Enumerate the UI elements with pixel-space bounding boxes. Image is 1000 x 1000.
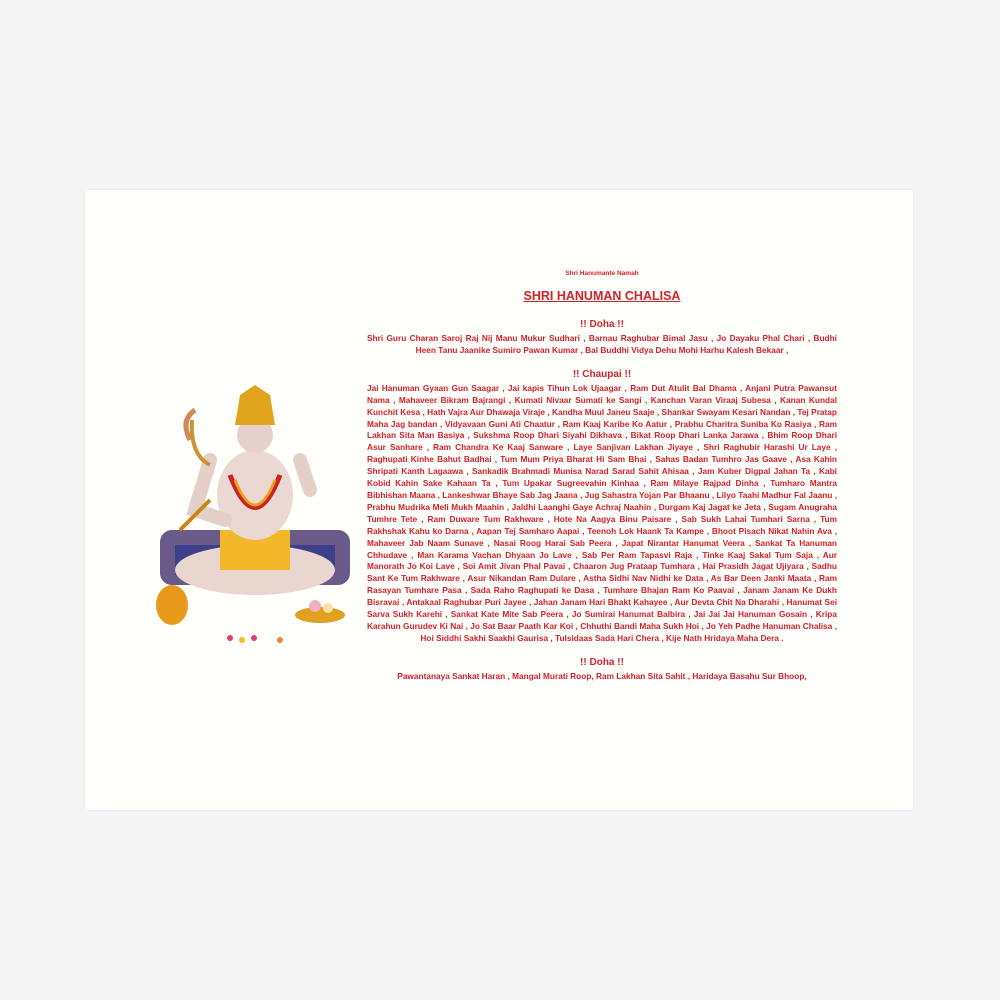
offering-plate <box>295 600 345 623</box>
section-heading-doha: !! Doha !! <box>580 319 624 330</box>
doha-closing-verse: Pawantanaya Sankat Haran , Mangal Murati Roop, Ram Lakhan Sita Sahit , Haridaya Basahu Sur Bhoop, <box>397 670 807 681</box>
figure <box>175 385 335 595</box>
chaupai-verse: Jai Hanuman Gyaan Gun Saagar , Jai kapis Tihun Lok Ujaagar , Ram Dut Atulit Bal Dhama , Anjani Putra Pawansut Nama , Mahaveer Bikram Bajrangi , Kumati Nivaar Sumati ke Sangi , Kanchan Varan Viraaj Subesa , Kanan Kundal Kunchit Kesa , Hath Vajra Aur Dhawaja Viraje , Kandha Muul Janeu Saaje , Shankar Swayam Kesari Nandan , Tej Pratap Maha Jag bandan , Vidyavaan Guni Ati Chaatur , Ram Kaaj Karibe Ko Aatur , Prabhu Charitra Suniba Ko Rasiya , Ram Lakhan Sita Man Basiya , Sukshma Roop Dhari Siyahi Dikhava , Bikat Roop Dhari Lanka Jarawa , Bhim Roop Dhari Asur Sanhare , Ram Chandra Ke Kaaj Sanware , Laye Sanjivan Lakhan Jiyaye , Shri Raghubir Harashi Ur Laye , Raghupati Kinhe Bahut Badhai , Tum Mum Priya Bharat Hi Sam Bhai , Sahas Badan Tumhro Jas Gaave , Asa Kahin Shripati Kanth Lagaawa , Sankadik Brahmadi Munisa Narad Sarad Sahit Ahisaa , Jam Kuber Digpal Jahan Ta , Kabi Kobid Kahin Sake Kahaan Ta , Tum Upakar Sugreevahin Kinhaa , Ram Milaye Rajpad Dinha , Tumharo Mantra Bibhishan Maana , Lankeshwar Bhaye Sab Jag Jaana , Jug Sahastra Yojan Par Bhaanu , Lilyo Taahi Madhur Fal Jaanu , Prabhu Mudrika Meli Mukh Maahin , Jaldhi Laanghi Gaye Achraj Naahin , Durgam Kaj Jagat ke Jeta , Sugam Anugraha Tumhre Tete , Ram Duware Tum Rakhware , Hote Na Aagya Binu Paisare , Sab Sukh Lahai Tumhari Sarna , Tum Rakhshak Kahu ko Darna , Aapan Tej Samharo Aapai , Teenoh Lok Haank Ta Kampe , Bhoot Pisach Nikat Nahin Ava , Mahaveer Jab Naam Sunave , Nasai Roog Harai Sab Peera , Japat Nirantar Hanumat Veera , Sankat Ta Hanuman Chhudave , Man Karama Vachan Dhyaan Jo Lave , Sab Per Ram Tapasvi Raja , Tinke Kaaj Sakal Tum Saja , Aur Manorath Jo Koi Lave , Soi Amit Jivan Phal Pavai , Chaaron Jug Prataap Tumhara , Hai Prasidh Jagat Ujiyara , Sadhu Sant Ke Tum Rakhware , Asur Nikandan Ram Dulare , Astha Sidhi Nav Nidhi ke Data , As Bar Deen Janki Maata , Ram Rasayan Tumhare Pasa , Sada Raho Raghupati ke Dasa , Tumhare Bhajan Ram Ko Paavai , Janam Janam Ke Dukh Bisravai , Antakaal Raghubar Puri Jayee , Jahan Janam Hari Bhakt Kahayee , Aur Devta Chit Na Dharahi , Hanumat Sei Sarva Sukh Karehi , Sankat Kate Mite Sab Peera , Jo Sumirai Hanumat Balbira , Jai Jai Jai Hanuman Gosain , Kripa Karahun Gurudev Ki Nai , Jo Sat Baar Paath Kar Koi , Chhuthi Bandi Maha Sukh Hoi , Jo Yeh Padhe Hanuman Chalisa , Hoi Siddhi Sakhi Saakhi Gaurisa , Tulsidaas Sada Hari Chera , Kije Nath Hridaya Maha Dera . <box>367 382 837 643</box>
invocation: Shri Hanumante Namah <box>565 270 639 277</box>
chalisa-text <box>367 270 837 683</box>
section-heading-doha-closing: !! Doha !! <box>580 656 624 668</box>
hanuman-illustration <box>150 380 360 650</box>
flowers <box>227 635 283 643</box>
doha-opening-verse: Shri Guru Charan Saroj Raj Nij Manu Mukur Sudhari , Barnau Raghubar Bimal Jasu , Jo Dayaku Phal Chari , Budhi Heen Tanu Jaanike Sumiro Pawan Kumar , Bal Buddhi Vidya Dehu Mohi Harhu Kalesh Bekaar , <box>367 333 837 355</box>
page-title: SHRI HANUMAN CHALISA <box>523 289 681 303</box>
section-heading-chaupai: !! Chaupai !! <box>572 368 632 380</box>
